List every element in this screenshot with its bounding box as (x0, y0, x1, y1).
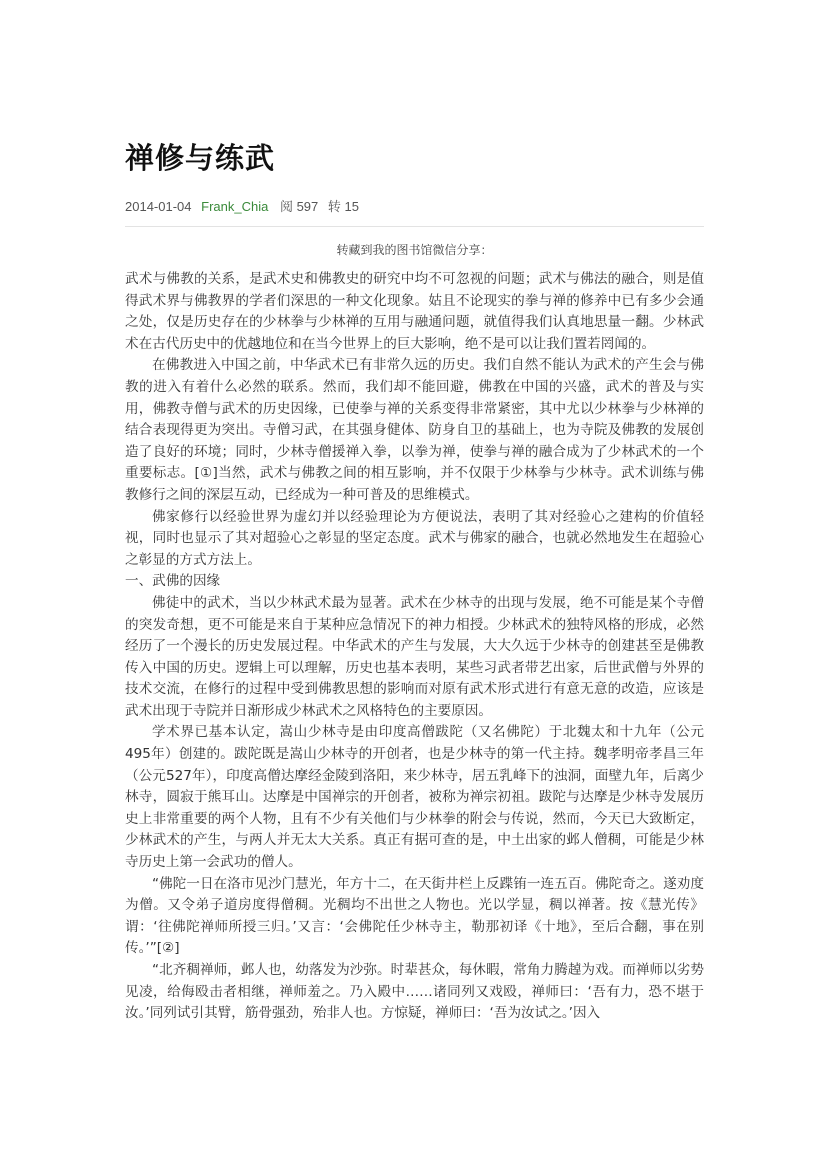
quote-paragraph: “佛陀一日在洛市见沙门慧光，年方十二，在天街井栏上反蹀铕一连五百。佛陀奇之。遂劝度为僧。又令弟子道房度得僧稠。光稠均不出世之人物也。光以学显，稠以禅著。按《慧光传》谓：‘往佛陀禅师所授三归。’又言：‘会佛陀任少林寺主，勒那初译《十地》，至后合翻，事在别传。’”[②] (125, 875, 704, 957)
paragraph: 佛家修行以经验世界为虚幻并以经验理论为方便说法，表明了其对经验心之建构的价值轻视，同时也显示了其对超验心之彰显的坚定态度。武术与佛家的融合，也就必然地发生在超验心之彰显的方式方法上。 (125, 508, 704, 568)
article-meta (125, 196, 359, 215)
publish-date: 2014-01-04 (125, 199, 192, 214)
paragraph: 学术界已基本认定，嵩山少林寺是由印度高僧跋陀（又名佛陀）于北魏太和十九年（公元495年）创建的。跋陀既是嵩山少林寺的开创者，也是少林寺的第一代主持。魏孝明帝孝昌三年（公元527年），印度高僧达摩经金陵到洛阳，来少林寺，居五乳峰下的浊洞，面壁九年，后离少林寺，圆寂于熊耳山。达摩是中国禅宗的开创者，被称为禅宗初祖。跋陀与达摩是少林寺发展历史上非常重要的两个人物，且有不少有关他们与少林拳的附会与传说，然而，今天已大致断定，少林武术的产生，与两人并无太大关系。真正有据可查的是，中土出家的邺人僧稠，可能是少林寺历史上第一会武功的僧人。 (125, 724, 704, 871)
read-count: 阅 597 (279, 199, 319, 214)
paragraph: 在佛教进入中国之前，中华武术已有非常久远的历史。我们自然不能认为武术的产生会与佛教的进入有着什么必然的联系。然而，我们却不能回避，佛教在中国的兴盛，武术的普及与实用，佛教寺僧与武术的历史因缘，已使拳与禅的关系变得非常紧密，其中尤以少林拳与少林禅的结合表现得更为突出。寺僧习武，在其强身健体、防身自卫的基础上，也为寺院及佛教的发展创造了良好的环境；同时，少林寺僧援禅入拳，以拳为禅，使拳与禅的融合成为了少林武术的一个重要标志。[①]当然，武术与佛教之间的相互影响，并不仅限于少林拳与少林寺。武术训练与佛教修行之间的深层互动，已经成为一种可普及的思维模式。 (125, 357, 704, 503)
quote-paragraph: “北齐稠禅师，邺人也，幼落发为沙弥。时辈甚众，每休暇，常角力腾趠为戏。而禅师以劣势见凌，给侮殴击者相继，禅师羞之。乃入殿中……诸同列又戏殴，禅师曰：‘吾有力，恐不堪于汝。’同列试引其臂，筋骨强劲，殆非人也。方惊疑，禅师曰：‘吾为汝试之。’因入 (125, 962, 704, 1022)
article-title: 禅修与练武 (125, 141, 276, 176)
paragraph: 佛徒中的武术，当以少林武术最为显著。武术在少林寺的出现与发展，绝不可能是某个寺僧的突发奇想，更不可能是来自于某种应急情况下的神力相授。少林武术的独特风格的形成，必然经历了一个漫长的历史发展过程。中华武术的产生与发展，大大久远于少林寺的创建甚至是佛教传入中国的历史。逻辑上可以理解，历史也基本表明，某些习武者带艺出家，后世武僧与外界的技术交流，在修行的过程中受到佛教思想的影响而对原有武术形式进行有意无意的改造，应该是武术出现于寺院并日渐形成少林武术之风格特色的主要原因。 (125, 594, 704, 719)
author-link[interactable]: Frank_Chia (201, 199, 269, 214)
article-body (125, 269, 704, 1025)
repost-count: 转 15 (327, 199, 359, 214)
paragraph: 武术与佛教的关系，是武术史和佛教史的研究中均不可忽视的问题；武术与佛法的融合，则是值得武术界与佛教界的学者们深思的一种文化现象。姑且不论现实的拳与禅的修养中已有多少会通之处，仅是历史存在的少林拳与少林禅的互用与融通问题，就值得我们认真地思量一翻。少林武术在古代历史中的优越地位和在当今世界上的巨大影响，绝不是可以让我们置若罔闻的。 (125, 271, 704, 352)
section-heading: 一、武佛的因缘 (125, 573, 221, 590)
share-bar[interactable]: 转藏到我的图书馆微信分享： (336, 243, 493, 257)
meta-divider (125, 226, 704, 227)
